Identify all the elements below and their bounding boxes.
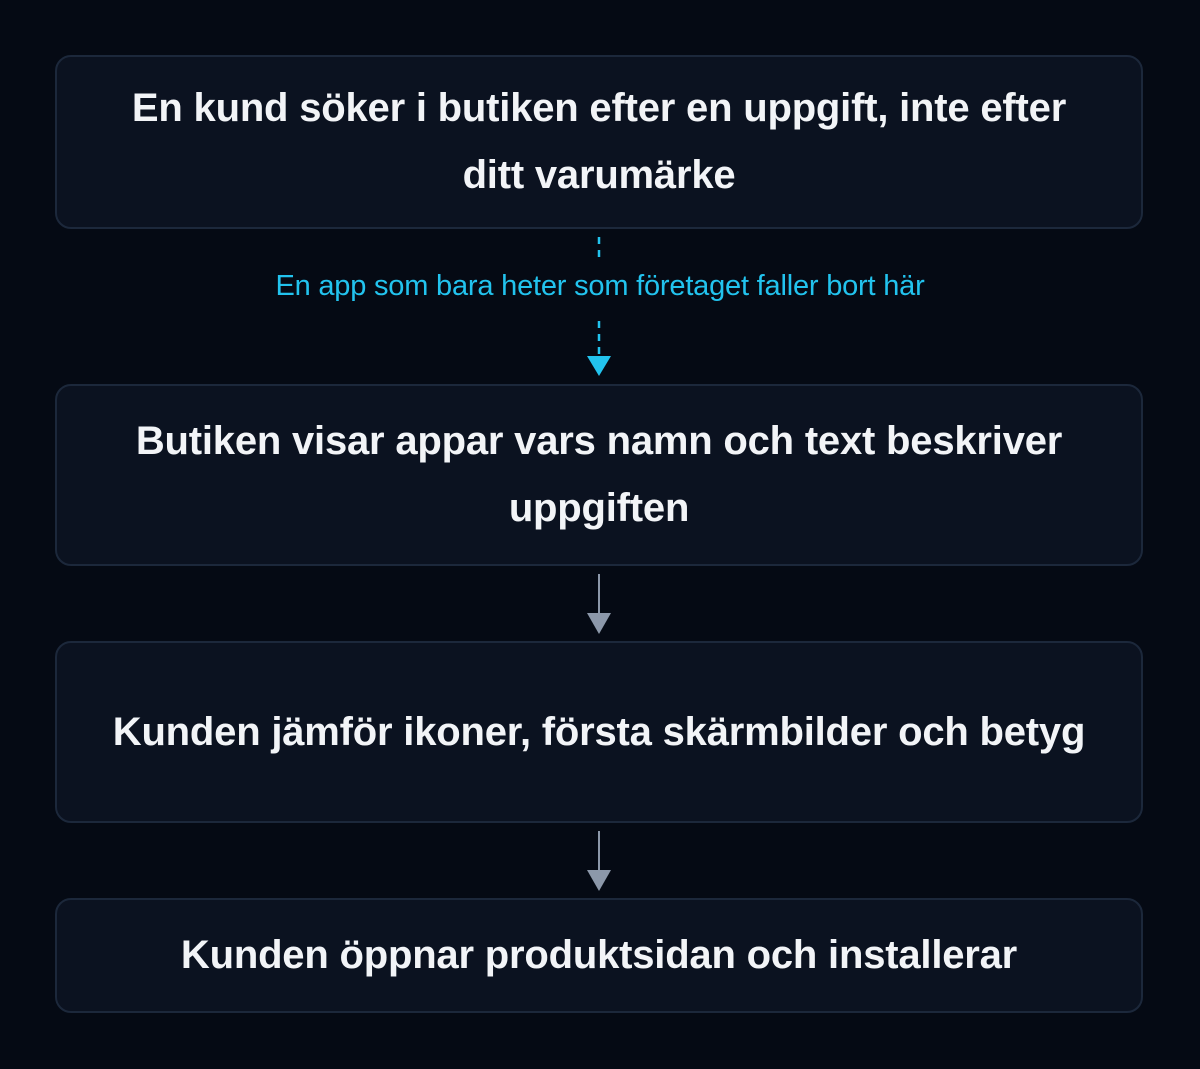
arrow-step3-to-step4 bbox=[0, 823, 1200, 898]
flow-step-compare bbox=[55, 641, 1143, 823]
flow-step-search bbox=[55, 55, 1143, 229]
flow-step-install bbox=[55, 898, 1143, 1013]
arrow-step2-to-step3 bbox=[0, 566, 1200, 641]
flow-step-text: Kunden jämför ikoner, första skärmbilder och betyg bbox=[112, 709, 1086, 754]
flow-step-text: Kunden öppnar produktsidan och installerar bbox=[180, 933, 1018, 977]
arrowhead bbox=[587, 356, 611, 376]
flow-step-store-results bbox=[55, 384, 1143, 566]
edge-label: En app som bara heter som företaget faller bort här bbox=[275, 270, 925, 302]
flow-step-text: En kund söker i butiken efter en uppgift, inte efter ditt varumärke bbox=[131, 86, 1067, 197]
flow-step-text: Butiken visar appar vars namn och text beskriver uppgiften bbox=[135, 419, 1063, 530]
arrowhead bbox=[587, 870, 611, 891]
dashed-arrow-step1-to-step2 bbox=[0, 229, 1200, 384]
arrowhead bbox=[587, 613, 611, 634]
